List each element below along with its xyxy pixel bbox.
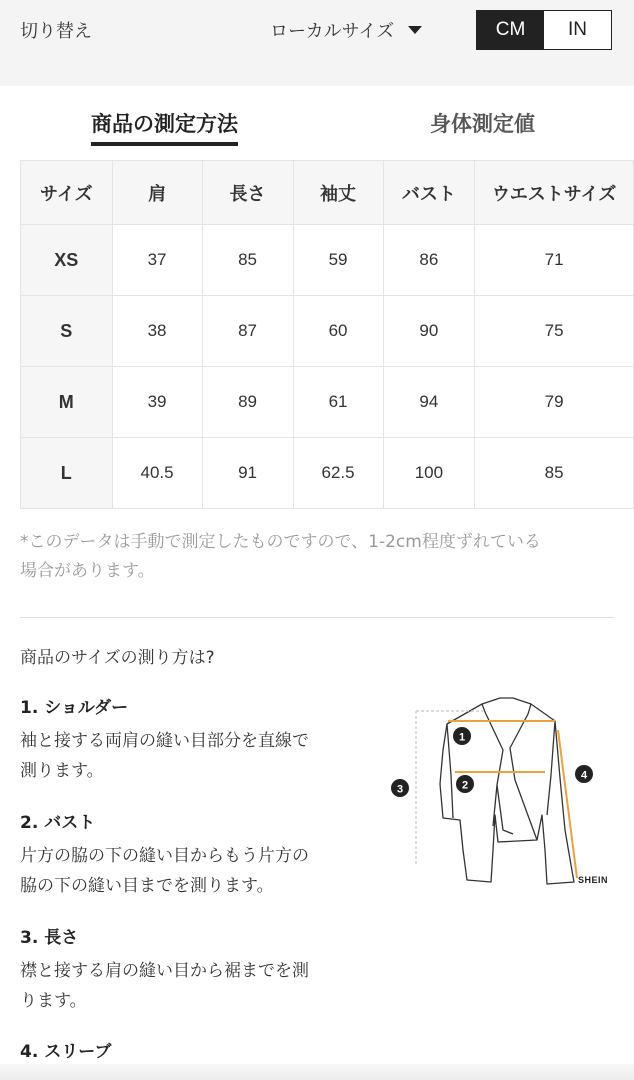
marker-1	[453, 727, 471, 745]
header-shoulder: 肩	[112, 161, 202, 225]
unit-toggle	[476, 10, 612, 50]
note-line: 場合があります。	[20, 561, 155, 581]
header-bust: バスト	[383, 161, 475, 225]
step-heading-sleeve: 4. スリーブ	[20, 1042, 112, 1062]
tab-body-measurement[interactable]	[430, 108, 535, 138]
marker-2	[456, 775, 474, 793]
switch-label: 切り替え	[20, 21, 92, 42]
measurement-note	[20, 528, 620, 586]
step-line: ります。	[20, 991, 87, 1011]
table-cell: 60	[293, 296, 383, 367]
marker-3-label: 3	[396, 783, 404, 796]
chevron-down-icon	[408, 26, 422, 34]
step-description-bust	[20, 841, 365, 901]
size-table	[20, 160, 634, 509]
marker-3	[391, 779, 409, 797]
table-cell: 61	[293, 367, 383, 438]
table-cell: 40.5	[112, 438, 202, 509]
marker-4	[575, 765, 593, 783]
table-cell: 85	[475, 438, 634, 509]
step-description-shoulder	[20, 726, 365, 786]
step-line: 襟と接する肩の縫い目から裾までを測	[20, 961, 309, 981]
jacket-illustration	[385, 690, 625, 890]
step-heading-shoulder: 1. ショルダー	[20, 698, 129, 718]
divider	[20, 617, 614, 618]
local-size-label: ローカルサイズ	[270, 21, 395, 42]
header-size: サイズ	[21, 161, 113, 225]
top-bar	[0, 0, 634, 86]
table-cell: 37	[112, 225, 202, 296]
step-heading-length: 3. 長さ	[20, 928, 79, 948]
table-cell: 94	[383, 367, 475, 438]
table-row	[21, 367, 634, 438]
table-cell: 86	[383, 225, 475, 296]
table-cell: 85	[202, 225, 293, 296]
step-line: 片方の脇の下の縫い目からもう片方の	[20, 846, 309, 866]
table-cell: 38	[112, 296, 202, 367]
table-cell: 79	[475, 367, 634, 438]
table-header-row	[21, 161, 634, 225]
table-cell: 62.5	[293, 438, 383, 509]
table-cell: 39	[112, 367, 202, 438]
size-cell: S	[21, 296, 113, 367]
step-description-length	[20, 956, 365, 1016]
active-tab-underline	[91, 142, 238, 146]
bottom-edge	[0, 1064, 634, 1080]
brand-logo: SHEIN	[578, 875, 609, 885]
table-cell: 100	[383, 438, 475, 509]
header-waist: ウエストサイズ	[475, 161, 634, 225]
size-cell: M	[21, 367, 113, 438]
header-sleeve: 袖丈	[293, 161, 383, 225]
size-cell: XS	[21, 225, 113, 296]
table-row	[21, 225, 634, 296]
marker-2-label: 2	[461, 779, 469, 792]
table-row	[21, 296, 634, 367]
table-cell: 75	[475, 296, 634, 367]
table-cell: 87	[202, 296, 293, 367]
header-length: 長さ	[202, 161, 293, 225]
marker-1-label: 1	[458, 731, 466, 744]
note-line: *このデータは手動で測定したものですので、1-2cm程度ずれている	[20, 532, 541, 552]
unit-cm-button[interactable]: CM	[477, 11, 544, 49]
table-cell: 91	[202, 438, 293, 509]
marker-4-label: 4	[580, 769, 588, 782]
jacket-diagram	[385, 690, 625, 890]
table-cell: 71	[475, 225, 634, 296]
table-cell: 59	[293, 225, 383, 296]
tab-label: 身体測定値	[430, 112, 535, 136]
step-heading-bust: 2. バスト	[20, 813, 96, 833]
table-cell: 89	[202, 367, 293, 438]
tab-label: 商品の測定方法	[91, 112, 238, 136]
table-row	[21, 438, 634, 509]
tab-product-measurement[interactable]	[91, 108, 238, 138]
unit-in-button[interactable]: IN	[544, 11, 611, 49]
measure-tabs	[0, 106, 634, 150]
step-line: 測ります。	[20, 761, 104, 781]
step-line: 脇の下の縫い目までを測ります。	[20, 876, 274, 896]
how-to-measure-title: 商品のサイズの測り方は?	[20, 648, 215, 668]
step-line: 袖と接する両肩の縫い目部分を直線で	[20, 731, 309, 751]
table-cell: 90	[383, 296, 475, 367]
local-size-dropdown[interactable]	[270, 17, 422, 43]
size-cell: L	[21, 438, 113, 509]
